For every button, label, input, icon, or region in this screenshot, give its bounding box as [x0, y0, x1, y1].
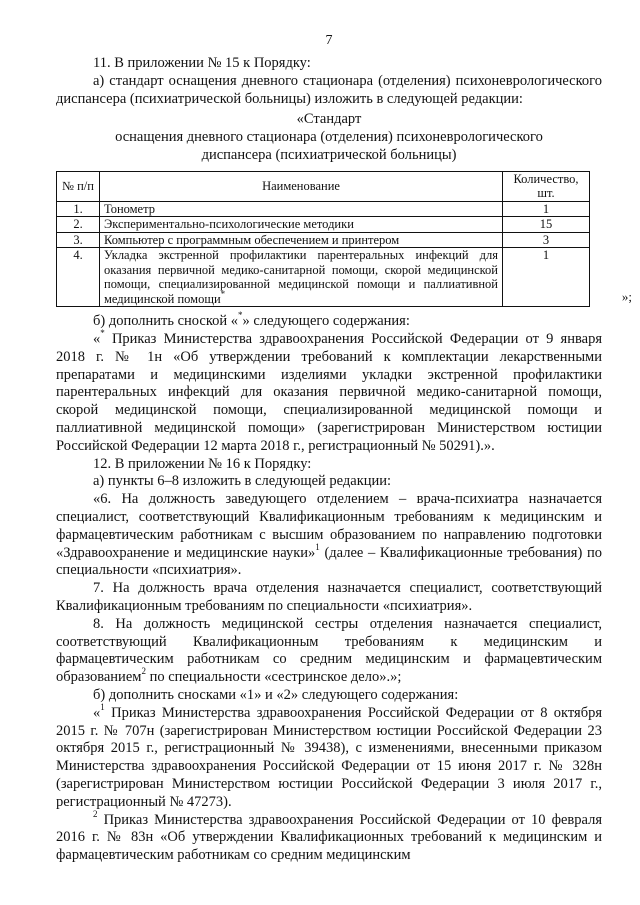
row-qty: 3: [503, 232, 590, 248]
equipment-table: [56, 171, 590, 308]
table-row: [57, 217, 590, 233]
footnote-1-text: [56, 701, 602, 812]
row-name: Компьютер с программным обеспечением и принтером: [100, 232, 503, 248]
table-header-row: [57, 171, 590, 201]
item-11a-text: а) стандарт оснащения дневного стационара (отделения) психоневрологического диспансера (психиатрической больницы) изложить в следующей редакции:: [56, 72, 602, 107]
footnote-mark: *: [238, 310, 243, 321]
item-11b-pre: б) дополнить сноской «: [93, 313, 239, 330]
table-row: [57, 248, 590, 307]
row-qty: 15: [503, 217, 590, 233]
header-name: Наименование: [100, 171, 503, 201]
footnote-mark: *: [100, 328, 105, 339]
paragraph-6-body: «6. На должность заведующего отделением – врача-психиатра назначается специалист, соответствующий Квалификационным требованиям к медицинским и фармацевтическим работникам с высшим образованием по направлению подготовки «Здравоохранение и медицинские науки»: [56, 491, 602, 561]
row-num: 4.: [57, 248, 100, 307]
footnote-2-body: Приказ Министерства здравоохранения Российской Федерации от 10 февраля 2016 г. № 83н «Об утверждении Квалификационных требований к медицинским и фармацевтическим работникам со средним медицинским: [56, 811, 602, 864]
row-qty: 1: [503, 201, 590, 217]
row-num: 2.: [57, 217, 100, 233]
paragraph-8-tail: по специальности «сестринское дело».»;: [145, 669, 402, 686]
row-num: 3.: [57, 232, 100, 248]
item-12b-text: б) дополнить сносками «1» и «2» следующего содержания:: [93, 687, 459, 704]
footnote-2-text: [56, 808, 602, 865]
footnote-mark: 2: [141, 666, 146, 677]
row-name: Тонометр: [100, 201, 503, 217]
footnote-star-body: Приказ Министерства здравоохранения Российской Федерации от 9 января 2018 г. № 1н «Об утверждении требований к комплектации лекарственными препаратами и медицинскими изделиями укладки экстренной профилактики парентеральных инфекций для оказания первичной медико-санитарной помощи, скорой медицинской помощи, специализированной медицинской помощи и паллиативной медицинской помощи» (зарегистрирован Министерством юстиции Российской Федерации 12 марта 2018 г., регистрационный № 50291).».: [56, 331, 602, 454]
paragraph-8-body: 8. На должность медицинской сестры отделения назначается специалист, соответствующий Квалификационным требованиям к медицинским и фармацевтическим работникам со средним медицинским и фармацевтическим образованием: [56, 615, 602, 686]
row-name: Экспериментально-психологические методики: [100, 217, 503, 233]
quote-open: «: [93, 331, 101, 348]
item-11-heading: 11. В приложении № 15 к Порядку:: [93, 55, 311, 71]
row-name-cell: [100, 248, 503, 307]
footnote-mark: *: [220, 288, 226, 299]
footnote-1-body: Приказ Министерства здравоохранения Российской Федерации от 8 октября 2015 г. № 707н (зарегистрирован Министерством юстиции Российской Федерации 23 октября 2015 г., регистрационный № 39438), с изменениями, внесенными приказом Министерства здравоохранения Российской Федерации от 15 июня 2017 г. № 328н (зарегистрирован Министерством юстиции Российской Федерации 3 июля 2017 г., регистрационный № 47273).: [56, 704, 602, 810]
paragraph-8: [56, 616, 602, 687]
row-num: 1.: [57, 201, 100, 217]
item-11b-post: » следующего содержания:: [242, 313, 410, 330]
table-row: [57, 201, 590, 217]
equipment-table-wrap: [56, 171, 632, 308]
footnote-mark: 1: [315, 541, 320, 552]
footnote-mark: 2: [93, 808, 98, 819]
row-name: Укладка экстренной профилактики парентеральных инфекций для оказания первичной медико-санитарной помощи, скорой медицинской помощи, специализированной медицинской помощи и паллиативной медицинской помощи: [104, 248, 498, 306]
paragraph-6: [56, 491, 602, 580]
page-number: 7: [325, 33, 333, 48]
item-12a-text: а) пункты 6–8 изложить в следующей редакции:: [93, 473, 392, 490]
item-11b-text: [56, 310, 602, 331]
header-num: № п/п: [57, 171, 100, 201]
standard-title-line-2: оснащения дневного стационара (отделения) психоневрологического диспансера (психиатрической больницы): [115, 129, 543, 163]
paragraph-6-tail: (далее – Квалификационные требования) по специальности «психиатрия».: [56, 544, 602, 579]
header-qty: Количество, шт.: [503, 171, 590, 201]
paragraph-7: 7. На должность врача отделения назначается специалист, соответствующий Квалификационным требованиям по специальности «психиатрия».: [56, 580, 602, 615]
quote-open: «: [93, 704, 101, 721]
standard-title-line-1: «Стандарт: [296, 111, 362, 128]
body-text: [56, 310, 602, 865]
table-closing-quote: »;: [621, 289, 632, 305]
item-12-heading: 12. В приложении № 16 к Порядку:: [93, 455, 312, 472]
footnote-mark: 1: [100, 701, 105, 712]
footnote-star-text: [56, 328, 602, 456]
row-qty: 1: [503, 248, 590, 307]
table-row: [57, 232, 590, 248]
